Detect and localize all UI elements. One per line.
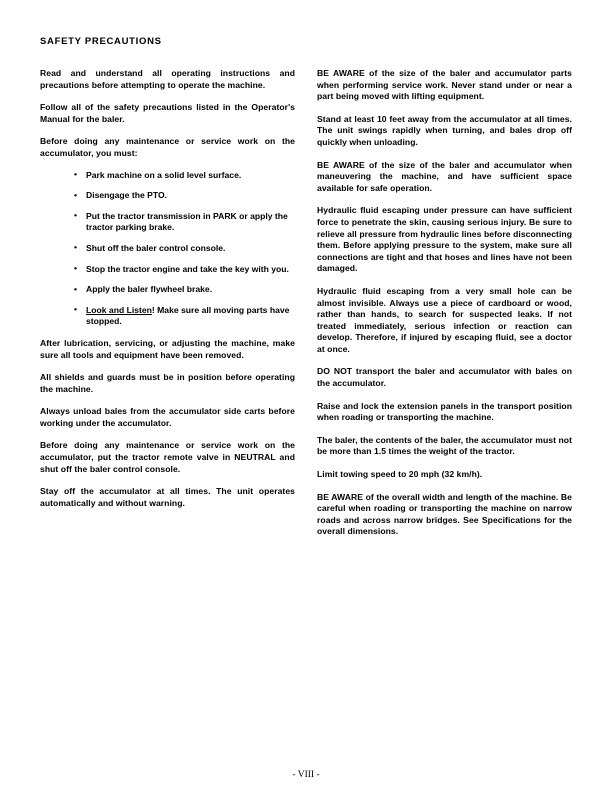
paragraph: All shields and guards must be in position before operating the machine. [40, 372, 295, 394]
two-column-body [40, 68, 572, 549]
paragraph: Limit towing speed to 20 mph (32 km/h). [317, 469, 483, 480]
paragraph: BE AWARE of the size of the baler and accumulator parts when performing service work. Never stand under or near a part being moved with lifting equipment. [317, 68, 572, 102]
list-item-label: Stop the tractor engine and take the key with you. [86, 263, 289, 274]
paragraph: Follow all of the safety precautions listed in the Operator's Manual for the baler. [40, 102, 295, 124]
list-item-label: Apply the baler flywheel brake. [86, 284, 213, 295]
paragraph: Read and understand all operating instructions and precautions before attempting to operate the machine. [40, 68, 295, 90]
list-item [74, 211, 295, 234]
paragraph: BE AWARE of the size of the baler and accumulator when maneuvering the machine, and have sufficient space available for safe operation. [317, 159, 572, 193]
page-title: SAFETY PRECAUTIONS [40, 36, 162, 47]
paragraph: Before doing any maintenance or service work on the accumulator, put the tractor remote valve in NEUTRAL and shut off the baler control console. [40, 440, 295, 474]
paragraph: After lubrication, servicing, or adjusting the machine, make sure all tools and equipment have been removed. [40, 337, 295, 360]
paragraph: Stand at least 10 feet away from the accumulator at all times. The unit swings rapidly when turning, and bales drop off quickly when unloading. [317, 113, 572, 147]
list-item-label: ! Make sure all moving parts have stopped. [86, 304, 290, 327]
paragraph: Always unload bales from the accumulator side carts before working under the accumulator. [40, 406, 295, 428]
list-item-label: Disengage the PTO. [86, 190, 168, 201]
list-item-label: Shut off the baler control console. [86, 242, 226, 253]
list-item-emphasis: Look and Listen [86, 304, 152, 315]
list-item [74, 190, 295, 202]
list-item [74, 170, 295, 182]
paragraph: BE AWARE of the overall width and length of the machine. Be careful when roading or transporting the machine on narrow roads and across narrow bridges. See Specifications for the overall dimensions. [317, 491, 572, 537]
paragraph: Before doing any maintenance or service work on the accumulator, you must: [40, 136, 295, 158]
paragraph: The baler, the contents of the baler, the accumulator must not be more than 1.5 times the weight of the tractor. [317, 434, 572, 457]
list-item [74, 284, 295, 296]
list-item [74, 264, 295, 276]
paragraph: Raise and lock the extension panels in the transport position when roading or transporting the machine. [317, 400, 572, 423]
list-item-label: Park machine on a solid level surface. [86, 169, 242, 180]
paragraph: DO NOT transport the baler and accumulator with bales on the accumulator. [317, 366, 572, 389]
paragraph: Stay off the accumulator at all times. The unit operates automatically and without warning. [40, 486, 295, 508]
paragraph: Hydraulic fluid escaping under pressure can have sufficient force to penetrate the skin, causing serious injury. Be sure to relieve all pressure from hydraulic lines before disconnecting them. Before applying pressure to the system, make sure all connections are tight and that hoses and lines have not been damaged. [317, 205, 572, 274]
safety-bullet-list [40, 170, 295, 328]
left-column [40, 68, 295, 549]
list-item [74, 305, 295, 328]
page-number: - VIII - [292, 770, 320, 780]
list-item [74, 243, 295, 255]
list-item-label: Put the tractor transmission in PARK or apply the tractor parking brake. [86, 210, 288, 233]
paragraph: Hydraulic fluid escaping from a very small hole can be almost invisible. Always use a piece of cardboard or wood, rather than hands, to search for suspected leaks. If not treated immediately, serious infection or reaction can develop. Therefore, if injured by escaping fluid, see a doctor at once. [317, 285, 572, 354]
right-column [317, 68, 572, 549]
